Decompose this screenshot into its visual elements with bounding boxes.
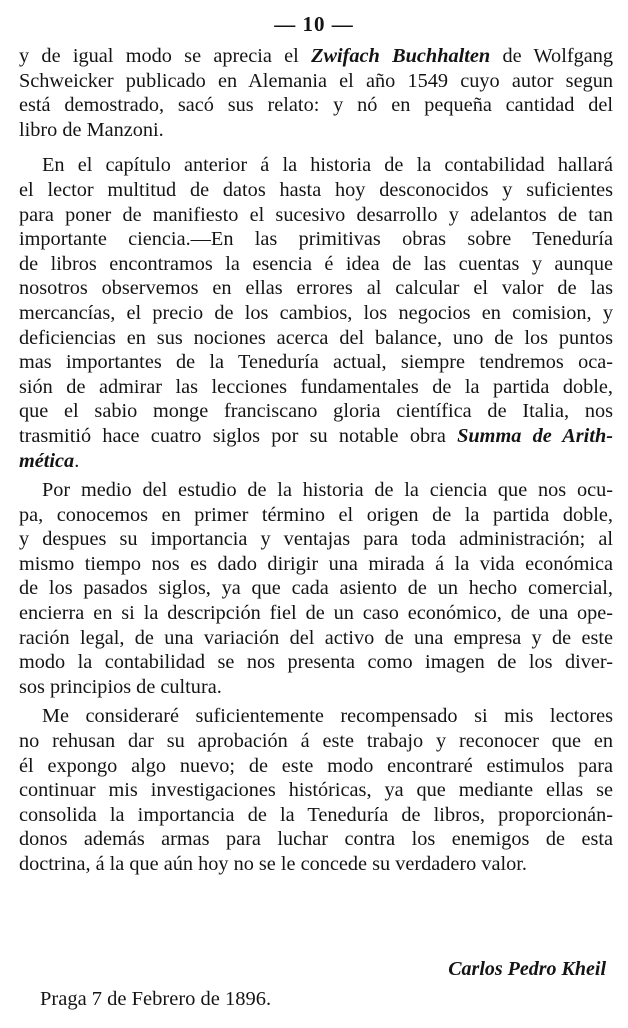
text-run: sión de admirar las lecciones fundamentales de la partida doble, [19, 375, 613, 398]
text-run: y de igual modo se aprecia el [19, 45, 312, 67]
text-run: nosotros observemos en ellas errores al calcular el valor de las [19, 277, 613, 300]
text-run: trasmitió hace cuatro siglos por su notable obra [19, 424, 458, 447]
text-run: de libros encontramos la esencia é idea de las cuentas y aunque [19, 252, 613, 275]
text-run: sos principios de cultura. [19, 675, 222, 698]
text-line [19, 754, 613, 779]
body-text [19, 44, 613, 877]
text-run: En el capítulo anterior á la historia de la contabilidad hallará [42, 154, 613, 177]
text-run: Por medio del estudio de la historia de la ciencia que nos ocu- [42, 479, 613, 502]
text-run: que el sabio monge franciscano gloria científica de Italia, nos [19, 400, 613, 423]
text-run: él expongo algo nuevo; de este modo encontraré estimulos para [19, 754, 613, 777]
text-line [19, 852, 613, 877]
text-line [19, 704, 613, 729]
text-run: libro de Manzoni. [19, 118, 164, 141]
text-line [19, 478, 613, 503]
text-line [19, 326, 613, 351]
text-run: de Wolfgang [490, 45, 614, 67]
text-run: pa, conocemos en primer término el origen de la partida doble, [19, 503, 613, 526]
paragraph-3 [19, 478, 613, 699]
paragraph-1 [19, 44, 613, 142]
text-line [19, 350, 613, 375]
text-run: mas importantes de la Teneduría actual, siempre tendremos oca- [19, 351, 613, 374]
text-run: para poner de manifiesto el sucesivo desarrollo y adelantos de tan [19, 203, 613, 226]
text-run: continuar mis investigaciones históricas, ya que mediante ellas se [19, 779, 613, 802]
text-run: Me consideraré suficientemente recompensado si mis lectores [42, 705, 613, 728]
text-line [19, 118, 613, 143]
text-line [19, 527, 613, 552]
page-number: — 10 — [274, 12, 354, 36]
text-line [19, 778, 613, 803]
text-run: mismo tiempo nos es dado dirigir una mirada á la vida económica [19, 552, 613, 575]
text-run: está demostrado, sacó sus relato: y nó en pequeña cantidad del [19, 94, 613, 117]
text-line [19, 449, 613, 474]
italic-title: Zwifach Buchhalten [311, 45, 491, 67]
text-line [19, 69, 613, 94]
text-run: deficiencias en sus nociones acerca del balance, uno de los puntos [19, 326, 613, 349]
text-run: encierra en si la descripción fiel de un caso económico, de una ope- [19, 602, 613, 625]
text-run: el lector multitud de datos hasta hoy desconocidos y suficientes [19, 178, 613, 201]
italic-title: Summa de Arith- [457, 424, 613, 447]
text-run: Schweicker publicado en Alemania el año 1549 cuyo autor segun [19, 69, 613, 92]
text-line [19, 301, 613, 326]
text-line [19, 503, 613, 528]
text-run: . [74, 449, 80, 472]
text-line [19, 227, 613, 252]
italic-title: mética [19, 449, 75, 472]
text-run: mercancías, el precio de los cambios, los negocios en comision, y [19, 301, 613, 324]
text-run: de los pasados siglos, ya que cada asiento de un hecho comercial, [19, 577, 613, 600]
text-line [19, 675, 613, 700]
text-line [19, 44, 613, 69]
text-line [19, 827, 613, 852]
text-line [19, 153, 613, 178]
text-line [19, 650, 613, 675]
text-run: consolida la importancia de la Teneduría de libros, proporcionán- [19, 803, 613, 826]
text-run: importante ciencia.—En las primitivas obras sobre Teneduría [19, 228, 613, 251]
text-line [19, 178, 613, 203]
paragraph-2 [19, 153, 613, 473]
text-run: modo la contabilidad se nos presenta como imagen de los diver- [19, 651, 613, 674]
text-run: y despues su importancia y ventajas para toda administración; al [19, 528, 613, 551]
text-line [19, 576, 613, 601]
dateline: Praga 7 de Febrero de 1896. [40, 988, 272, 1010]
text-line [19, 552, 613, 577]
text-line [19, 375, 613, 400]
text-line [19, 252, 613, 277]
text-line [19, 424, 613, 449]
text-run: donos además armas para luchar contra los enemigos de esta [19, 828, 613, 851]
author-signature: Carlos Pedro Kheil [448, 958, 606, 980]
text-run: doctrina, á la que aún hoy no se le concede su verdadero valor. [19, 853, 527, 875]
text-line [19, 93, 613, 118]
text-line [19, 203, 613, 228]
text-line [19, 803, 613, 828]
text-line [19, 276, 613, 301]
text-line [19, 729, 613, 754]
text-line [19, 601, 613, 626]
paragraph-gap [19, 142, 613, 153]
text-line [19, 399, 613, 424]
paragraph-4 [19, 704, 613, 876]
text-run: no rehusan dar su aprobación á este trabajo y reconocer que en [19, 730, 613, 753]
text-run: ración legal, de una variación del activo de una empresa y de este [19, 626, 613, 649]
text-line [19, 626, 613, 651]
